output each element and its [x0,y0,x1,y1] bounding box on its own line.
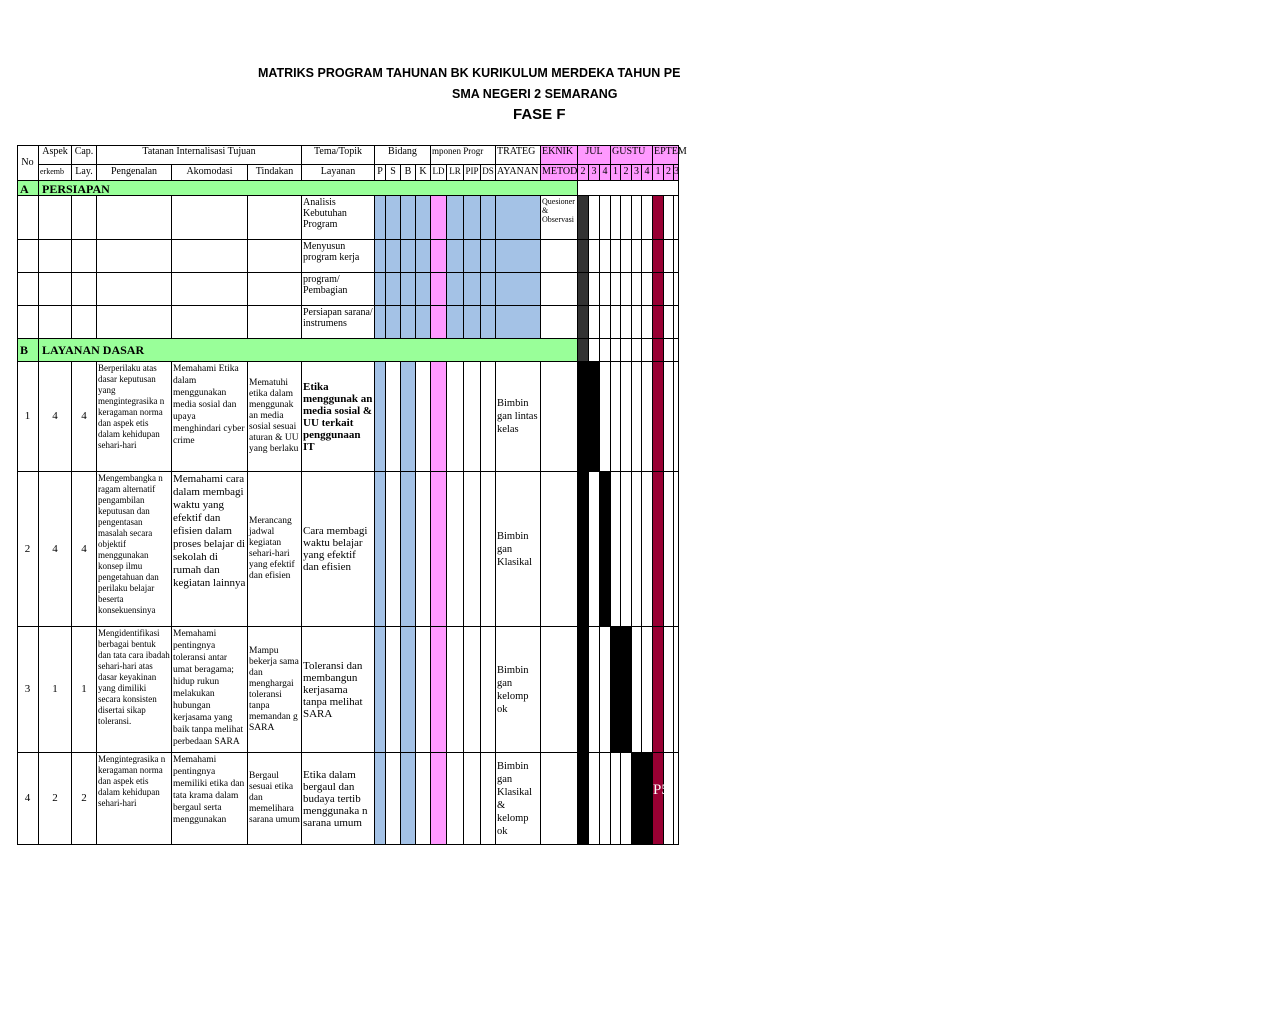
header-aspek: Aspek [39,145,72,165]
section-a-letter: A [17,181,39,196]
row-schedule-cell [642,627,653,753]
persiapan-cell [447,273,464,306]
program-matrix-table [17,145,687,845]
row-schedule-cell [611,362,621,472]
header-bidang-S: S [386,165,401,181]
persiapan-cell [589,273,600,306]
persiapan-cell [375,306,386,339]
persiapan-cell [416,306,431,339]
persiapan-cell [664,240,674,273]
persiapan-cell [17,240,39,273]
persiapan-metode [541,240,578,273]
row-mark-cell [447,627,464,753]
persiapan-cell [447,306,464,339]
persiapan-cell [386,240,401,273]
header-teknik-sub: METOD [541,165,578,181]
row-strategi: Bimbin gan lintas kelas [496,362,541,472]
header-layanan: Layanan [302,165,375,181]
persiapan-cell [464,240,481,273]
persiapan-cell [401,196,416,240]
header-strategi-sub: AYANAN [496,165,541,181]
header-pengenalan: Pengenalan [97,165,172,181]
row-tindakan: Mematuhi etika dalam menggunak an media sosial sesuai aturan & UU yang berlaku [248,362,302,472]
row-schedule-cell [578,753,589,845]
row-schedule-cell [632,362,642,472]
persiapan-cell [632,306,642,339]
row-metode [541,362,578,472]
row-schedule-cell [621,627,632,753]
row-schedule-cell [621,753,632,845]
persiapan-cell [632,196,642,240]
row-mark-cell [386,472,401,627]
row-aspek: 2 [39,753,72,845]
row-schedule-cell [674,627,679,753]
persiapan-tema: Menyusun program kerja [302,240,375,273]
persiapan-cell [664,306,674,339]
persiapan-cell [632,273,642,306]
row-schedule-cell [642,472,653,627]
row-schedule-cell [664,472,674,627]
row-mark-cell [401,472,416,627]
persiapan-cell [248,306,302,339]
section-b-schedule [589,339,600,362]
section-b-schedule [653,339,664,362]
persiapan-cell [431,196,447,240]
persiapan-cell [401,273,416,306]
persiapan-cell [642,240,653,273]
row-mark-cell [464,362,481,472]
persiapan-cell [386,196,401,240]
persiapan-cell [39,196,72,240]
persiapan-cell [496,196,541,240]
persiapan-cell [496,240,541,273]
header-week-jul-4: 4 [600,165,611,181]
row-mark-cell [416,362,431,472]
row-metode [541,753,578,845]
row-mark-cell [375,362,386,472]
row-pengenalan: Mengidentifikasi berbagai bentuk dan tata cara ibadah sehari-hari atas dasar keyakinan yang dimiliki secara konsisten disertai sikap toleransi. [97,627,172,753]
persiapan-cell [464,273,481,306]
row-cap: 4 [72,362,97,472]
section-b-schedule [621,339,632,362]
header-month-agustus: GUSTU [611,145,653,165]
persiapan-cell [611,196,621,240]
row-schedule-cell [674,472,679,627]
section-b-schedule [600,339,611,362]
row-schedule-cell [632,472,642,627]
persiapan-cell [611,240,621,273]
header-strategi: TRATEG [496,145,541,165]
row-schedule-cell [653,627,664,753]
document-title: MATRIKS PROGRAM TAHUNAN BK KURIKULUM MERDEKA TAHUN PE [258,66,681,80]
row-mark-cell [447,753,464,845]
persiapan-cell [416,273,431,306]
persiapan-cell [653,196,664,240]
row-schedule-cell [611,753,621,845]
row-metode [541,627,578,753]
persiapan-cell [621,240,632,273]
row-akomodasi: Memahami Etika dalam menggunakan media sosial dan upaya menghindari cyber crime [172,362,248,472]
persiapan-cell [611,273,621,306]
row-tema: Etika dalam bergaul dan budaya tertib menggunaka n sarana umum [302,753,375,845]
header-cap-sub: Lay. [72,165,97,181]
persiapan-cell [578,306,589,339]
persiapan-cell [632,240,642,273]
row-schedule-cell [600,627,611,753]
header-week-aug-4: 4 [642,165,653,181]
persiapan-cell [600,240,611,273]
persiapan-cell [481,273,496,306]
row-schedule-cell [589,627,600,753]
row-mark-cell [401,627,416,753]
persiapan-cell [248,240,302,273]
persiapan-cell [17,273,39,306]
row-schedule-cell [578,472,589,627]
row-mark-cell [481,472,496,627]
header-tindakan: Tindakan [248,165,302,181]
header-komponen-LD: LD [431,165,447,181]
row-tindakan: Mampu bekerja sama dan menghargai toleransi tanpa memandan g SARA [248,627,302,753]
row-mark-cell [386,627,401,753]
row-tema: Cara membagi waktu belajar yang efektif dan efisien [302,472,375,627]
persiapan-metode [541,273,578,306]
persiapan-cell [375,240,386,273]
row-no: 1 [17,362,39,472]
row-schedule-cell [611,472,621,627]
row-mark-cell [481,627,496,753]
persiapan-cell [416,240,431,273]
row-akomodasi: Memahami cara dalam membagi waktu yang efektif dan efisien dalam proses belajar di sekolah di rumah dan kegiatan lainnya [172,472,248,627]
row-no: 2 [17,472,39,627]
section-b-schedule [664,339,674,362]
persiapan-cell [653,273,664,306]
row-tindakan: Bergaul sesuai etika dan memelihara sarana umum [248,753,302,845]
row-mark-cell [464,472,481,627]
row-no: 4 [17,753,39,845]
persiapan-metode [541,306,578,339]
persiapan-cell [464,196,481,240]
header-komponen-DS: DS [481,165,496,181]
persiapan-cell [578,273,589,306]
header-week-aug-2: 2 [621,165,632,181]
persiapan-cell [72,240,97,273]
persiapan-cell [17,196,39,240]
row-mark-cell [386,362,401,472]
header-week-sep-2: 2 [664,165,674,181]
row-schedule-cell [611,627,621,753]
persiapan-cell [464,306,481,339]
header-teknik: EKNIK [541,145,578,165]
persiapan-cell [172,196,248,240]
row-schedule-cell [664,753,674,845]
row-schedule-cell [589,753,600,845]
row-schedule-cell [589,472,600,627]
row-tema: Toleransi dan membangun kerjasama tanpa melihat SARA [302,627,375,753]
persiapan-cell [674,273,679,306]
header-tema: Tema/Topik [302,145,375,165]
section-b-schedule [611,339,621,362]
persiapan-cell [375,196,386,240]
persiapan-cell [39,240,72,273]
row-schedule-cell [653,362,664,472]
persiapan-cell [172,306,248,339]
persiapan-cell [401,240,416,273]
section-b-schedule [578,339,589,362]
row-mark-cell [431,472,447,627]
row-pengenalan: Mengembangka n ragam alternatif pengambilan keputusan dan pengentasan masalah secara objektif menggunakan konsep ilmu pengetahuan dan perilaku belajar beserta konsekuensinya [97,472,172,627]
row-cap: 1 [72,627,97,753]
persiapan-cell [611,306,621,339]
persiapan-cell [416,196,431,240]
section-a-label: PERSIAPAN [39,181,578,196]
row-metode [541,472,578,627]
persiapan-cell [97,240,172,273]
persiapan-cell [621,196,632,240]
row-strategi: Bimbin gan kelomp ok [496,627,541,753]
persiapan-cell [642,196,653,240]
persiapan-cell [642,306,653,339]
persiapan-cell [578,240,589,273]
persiapan-cell [481,240,496,273]
row-cap: 2 [72,753,97,845]
persiapan-cell [481,196,496,240]
header-week-jul-3: 3 [589,165,600,181]
persiapan-cell [72,306,97,339]
persiapan-cell [589,240,600,273]
row-schedule-cell [653,472,664,627]
row-tindakan: Merancang jadwal kegiatan sehari-hari yang efektif dan efisien [248,472,302,627]
row-schedule-cell [664,362,674,472]
header-cap: Cap. [72,145,97,165]
row-pengenalan: Berperilaku atas dasar keputusan yang mengintegrasika n keragaman norma dan aspek etis dalam kehidupan sehari-hari [97,362,172,472]
persiapan-tema: Analisis Kebutuhan Program [302,196,375,240]
row-schedule-cell [600,362,611,472]
row-mark-cell [447,362,464,472]
persiapan-cell [431,306,447,339]
row-schedule-cell [578,627,589,753]
row-mark-cell [481,753,496,845]
row-schedule-cell [600,753,611,845]
row-akomodasi: Memahami pentingnya memiliki etika dan tata krama dalam bergaul serta menggunakan [172,753,248,845]
persiapan-cell [17,306,39,339]
row-schedule-cell [642,362,653,472]
persiapan-cell [496,273,541,306]
row-mark-cell [464,753,481,845]
row-mark-cell [481,362,496,472]
persiapan-cell [97,273,172,306]
persiapan-cell [447,196,464,240]
row-akomodasi: Memahami pentingnya toleransi antar umat beragama; hidup rukun melakukan hubungan kerjasama yang baik tanpa melihat perbedaan SARA [172,627,248,753]
row-aspek: 4 [39,472,72,627]
persiapan-cell [600,273,611,306]
persiapan-cell [386,306,401,339]
persiapan-cell [642,273,653,306]
persiapan-cell [72,273,97,306]
header-komponen: mponen Progr [431,145,496,165]
section-b-letter: B [17,339,39,362]
persiapan-cell [496,306,541,339]
row-mark-cell [416,472,431,627]
row-schedule-cell [632,627,642,753]
row-mark-cell [416,627,431,753]
row-no: 3 [17,627,39,753]
persiapan-cell [578,196,589,240]
row-mark-cell [375,753,386,845]
persiapan-cell [72,196,97,240]
persiapan-cell [248,273,302,306]
persiapan-cell [600,306,611,339]
row-schedule-cell [600,472,611,627]
persiapan-cell [375,273,386,306]
header-tatanan: Tatanan Internalisasi Tujuan [97,145,302,165]
persiapan-cell [401,306,416,339]
persiapan-cell [653,306,664,339]
section-b-schedule [674,339,679,362]
row-strategi: Bimbin gan Klasikal & kelomp ok [496,753,541,845]
persiapan-cell [481,306,496,339]
header-week-jul-2: 2 [578,165,589,181]
header-no: No [17,145,39,181]
row-schedule-cell [674,362,679,472]
header-week-sep-3: 3 [674,165,679,181]
section-a-schedule [578,181,679,196]
row-mark-cell [375,472,386,627]
persiapan-cell [621,273,632,306]
header-week-aug-1: 1 [611,165,621,181]
persiapan-cell [97,196,172,240]
row-schedule-cell [621,472,632,627]
header-komponen-PIP: PIP [464,165,481,181]
row-schedule-cell [578,362,589,472]
row-aspek: 4 [39,362,72,472]
persiapan-cell [664,273,674,306]
persiapan-cell [431,240,447,273]
row-tema: Etika menggunak an media sosial & UU terkait penggunaan IT [302,362,375,472]
header-aspek-sub: erkemb [39,165,72,181]
row-schedule-cell [621,362,632,472]
row-mark-cell [431,753,447,845]
persiapan-tema: Persiapan sarana/ instrumens [302,306,375,339]
row-mark-cell [464,627,481,753]
header-bidang-B: B [401,165,416,181]
row-mark-cell [447,472,464,627]
row-mark-cell [375,627,386,753]
section-b-schedule [632,339,642,362]
persiapan-cell [386,273,401,306]
persiapan-cell [621,306,632,339]
row-aspek: 1 [39,627,72,753]
persiapan-cell [664,196,674,240]
persiapan-cell [39,273,72,306]
section-b-label: LAYANAN DASAR [39,339,578,362]
persiapan-cell [172,240,248,273]
persiapan-cell [674,306,679,339]
header-bidang: Bidang [375,145,431,165]
persiapan-cell [589,306,600,339]
header-komponen-LR: LR [447,165,464,181]
p5-label: P5 [653,782,669,798]
header-week-sep-1: 1 [653,165,664,181]
persiapan-cell [97,306,172,339]
persiapan-cell [447,240,464,273]
row-mark-cell [431,362,447,472]
persiapan-cell [674,240,679,273]
row-schedule-cell [674,753,679,845]
row-cap: 4 [72,472,97,627]
header-month-september: EPTEM [653,145,679,165]
row-strategi: Bimbin gan Klasikal [496,472,541,627]
persiapan-cell [600,196,611,240]
persiapan-metode: Quesioner & Observasi [541,196,578,240]
header-akomodasi: Akomodasi [172,165,248,181]
row-mark-cell [416,753,431,845]
persiapan-cell [589,196,600,240]
row-mark-cell [431,627,447,753]
header-week-aug-3: 3 [632,165,642,181]
row-schedule-cell [642,753,653,845]
row-schedule-cell [664,627,674,753]
header-bidang-P: P [375,165,386,181]
school-name: SMA NEGERI 2 SEMARANG [452,87,618,101]
row-schedule-cell [632,753,642,845]
row-mark-cell [401,362,416,472]
row-schedule-cell [589,362,600,472]
persiapan-cell [248,196,302,240]
persiapan-cell [39,306,72,339]
persiapan-cell [653,240,664,273]
phase-label: FASE F [513,106,566,123]
row-mark-cell [386,753,401,845]
persiapan-cell [172,273,248,306]
persiapan-cell [674,196,679,240]
section-b-schedule [642,339,653,362]
header-month-juli: JUL [578,145,611,165]
persiapan-cell [431,273,447,306]
persiapan-tema: program/ Pembagian [302,273,375,306]
header-bidang-K: K [416,165,431,181]
row-mark-cell [401,753,416,845]
row-pengenalan: Mengintegrasika n keragaman norma dan aspek etis dalam kehidupan sehari-hari [97,753,172,845]
